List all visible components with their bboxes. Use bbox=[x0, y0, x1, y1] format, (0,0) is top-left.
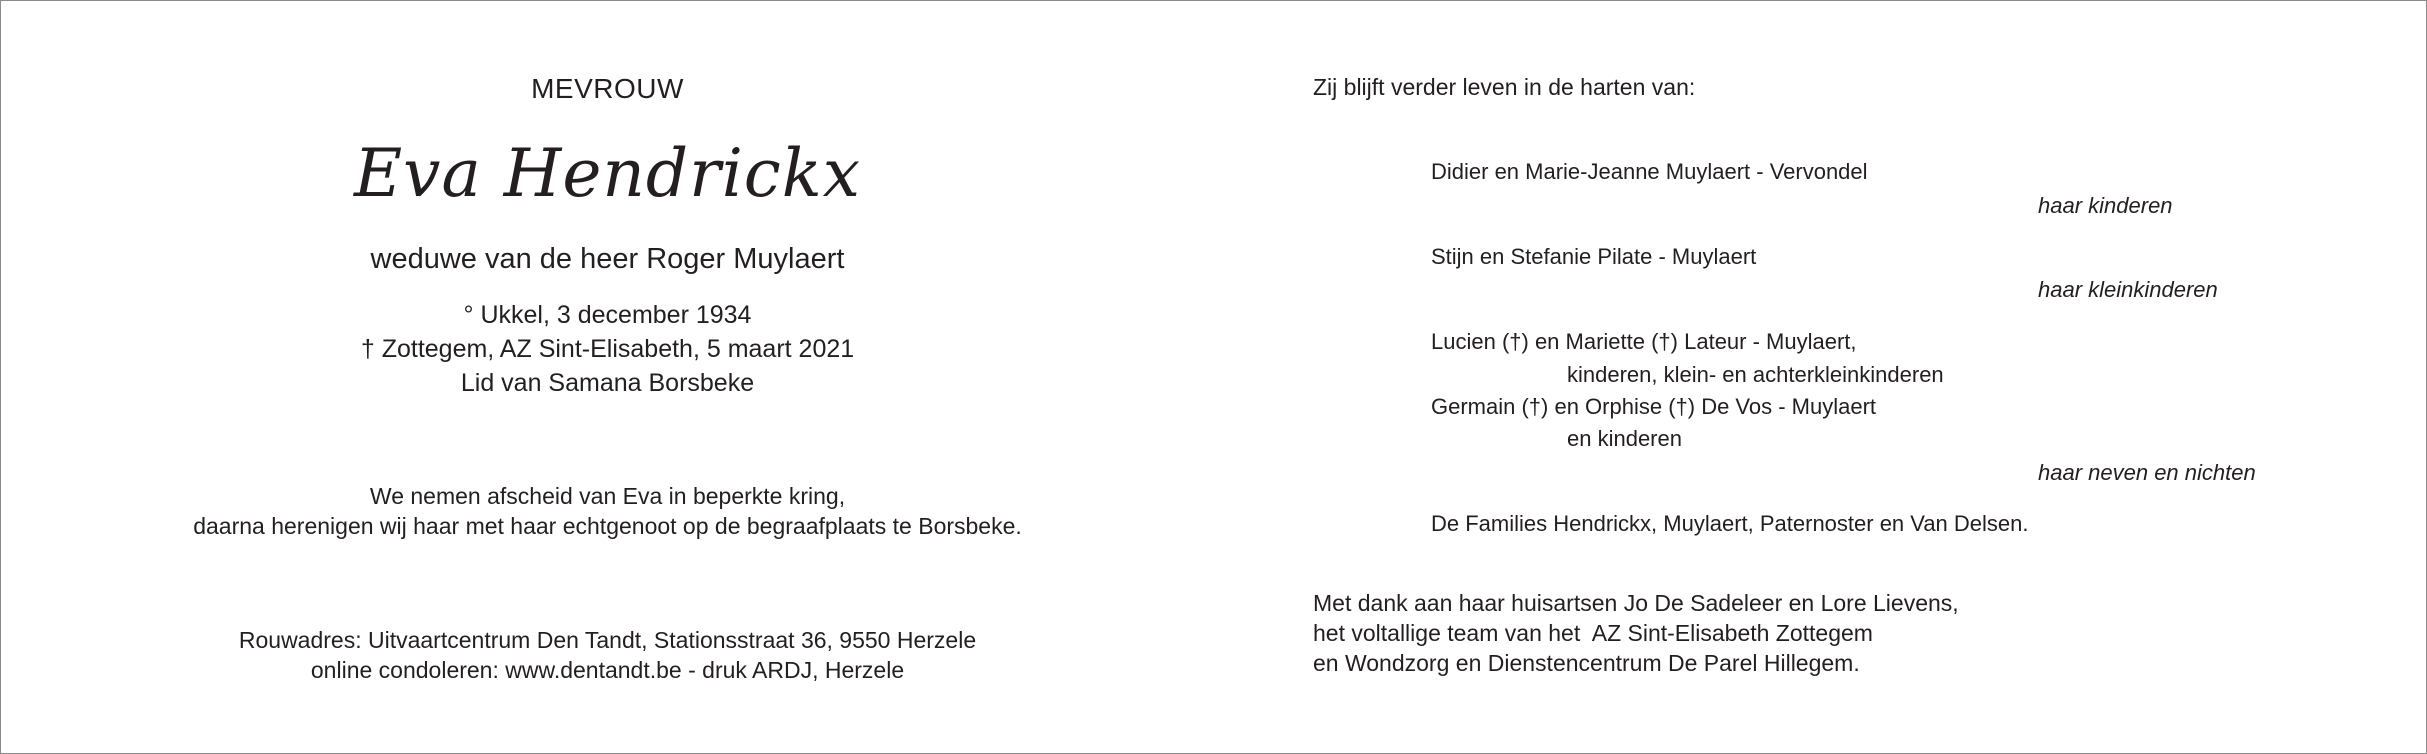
grandchildren-names: Stijn en Stefanie Pilate - Muylaert bbox=[1431, 244, 1757, 269]
families-line: De Families Hendrickx, Muylaert, Paternoster en Van Delsen. bbox=[1431, 511, 2029, 536]
sibling-2-names: Germain (†) en Orphise (†) De Vos - Muylaert bbox=[1431, 394, 1877, 419]
farewell-text bbox=[1, 481, 1214, 541]
grandchildren-label: haar kleinkinderen bbox=[2038, 277, 2218, 302]
survivors-intro: Zij blijft verder leven in de harten van: bbox=[1313, 74, 1696, 100]
membership-line: Lid van Samana Borsbeke bbox=[460, 369, 755, 397]
thanks-line-3: en Wondzorg en Dienstencentrum De Parel Hillegem. bbox=[1313, 650, 1860, 676]
children-label: haar kinderen bbox=[2038, 193, 2173, 218]
thanks-line-2: het voltallige team van het AZ Sint-Elisabeth Zottegem bbox=[1313, 620, 1873, 646]
thanks-line-1: Met dank aan haar huisartsen Jo De Sadeleer en Lore Lievens, bbox=[1313, 590, 1959, 616]
nieces-nephews-label: haar neven en nichten bbox=[2038, 460, 2256, 485]
children-names: Didier en Marie-Jeanne Muylaert - Vervondel bbox=[1431, 159, 1868, 184]
life-details bbox=[1, 298, 1214, 400]
address-line-1: Rouwadres: Uitvaartcentrum Den Tandt, Stationsstraat 36, 9550 Herzele bbox=[238, 627, 977, 653]
sibling-1-names: Lucien (†) en Mariette (†) Lateur - Muylaert, bbox=[1431, 329, 1857, 354]
farewell-line-1: We nemen afscheid van Eva in beperkte kring, bbox=[369, 483, 846, 509]
sibling-1-descendants: kinderen, klein- en achterkleinkinderen bbox=[1567, 362, 1944, 387]
death-line: † Zottegem, AZ Sint-Elisabeth, 5 maart 2021 bbox=[360, 335, 855, 363]
farewell-line-2: daarna herenigen wij haar met haar echtgenoot op de begraafplaats te Borsbeke. bbox=[193, 513, 1022, 539]
honorific-title: MEVROUW bbox=[531, 73, 684, 104]
birth-line: ° Ukkel, 3 december 1934 bbox=[463, 301, 752, 329]
mourning-address bbox=[1, 625, 1214, 685]
widow-of-line: weduwe van de heer Roger Muylaert bbox=[370, 243, 845, 275]
sibling-2-descendants: en kinderen bbox=[1567, 426, 1682, 451]
deceased-name: Eva Hendrickx bbox=[353, 135, 861, 212]
acknowledgements bbox=[1313, 588, 1959, 678]
address-line-2: online condoleren: www.dentandt.be - druk ARDJ, Herzele bbox=[310, 657, 905, 683]
